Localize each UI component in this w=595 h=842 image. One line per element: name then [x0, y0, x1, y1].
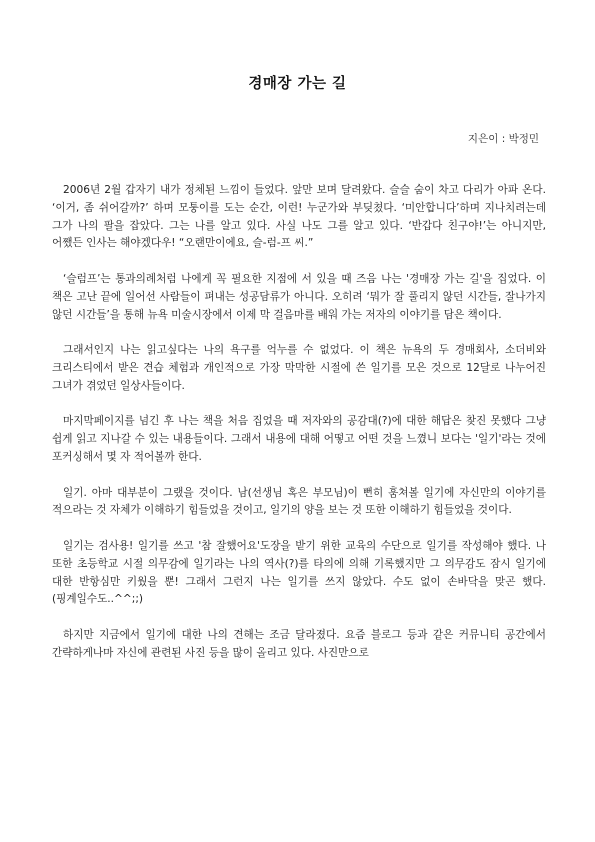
paragraph: 그래서인지 나는 읽고싶다는 나의 욕구를 억누를 수 없었다. 이 책은 뉴욕의 두 경매회사, 소더비와 크리스티에서 받은 견습 체험과 개인적으로 가장 막막한 시절에 쓴 일기를 모은 것으로 12달로 나누어진 그녀가 겪었던 일상사들이다. — [52, 344, 546, 392]
paragraph: 일기. 아마 대부분이 그랬을 것이다. 남(선생님 혹은 부모님)이 뻔히 훔쳐볼 일기에 자신만의 이야기를 적으라는 것 자체가 이해하기 힘들었을 것이고, 일기의 양을 보는 것 또한 이해하기 힘들었을 것이다. — [52, 486, 546, 517]
paragraph: 하지만 지금에서 일기에 대한 나의 견해는 조금 달라졌다. 요즘 블로그 등과 같은 커뮤니티 공간에서 간략하게나마 자신에 관련된 사진 등을 많이 올리고 있다. 사진만으로 — [52, 628, 546, 659]
paragraph: ‘슬럼프’는 통과의례처럼 나에게 꼭 필요한 지점에 서 있을 때 즈음 나는 '경매장 가는 길'을 집었다. 이 책은 고난 끝에 일어선 사람들이 펴내는 성공담류가 아니다. 오히려 ‘뭐가 잘 풀리지 않던 시간들, 잘나가지 않던 시간들’을 통해 뉴욕 미술시장에서 이제 막 걸음마를 배워 가는 저자의 이야기를 담은 책이다. — [52, 272, 546, 321]
paragraph: 마지막페이지를 넘긴 후 나는 책을 처음 집었을 때 저자와의 공감대(?)에 대한 해답은 찾진 못했다 그냥 쉽게 읽고 지나갈 수 있는 내용들이다. 그래서 내용에 대해 어떻고 어떤 것을 느꼈니 보다는 '일기'라는 것에 포커싱해서 몇 자 적어볼까 한다. — [52, 415, 546, 463]
document-title: 경매장 가는 길 — [248, 76, 347, 92]
paragraph: 2006년 2월 갑자기 내가 정체된 느낌이 들었다. 앞만 보며 달려왔다. 슬슬 숨이 차고 다리가 아파 온다. ‘이거, 좀 쉬어갈까?’ 하며 모퉁이를 도는 순간, 이런! 누군가와 부딪쳤다. ‘미안합니다’하며 지나치려는데 그가 나의 팔을 잡았다. 그는 나를 알고 있다. 사실 나도 그를 알고 있다. ‘반갑다 친구야!’는 아니지만, 어쨌든 인사는 해야겠다우! “오랜만이에요, 슬-럼-프 씨.” — [52, 184, 546, 250]
author-line: 지은이 : 박정민 — [467, 133, 539, 145]
paragraph: 일기는 검사용! 일기를 쓰고 '참 잘했어요'도장을 받기 위한 교육의 수단으로 일기를 작성해야 했다. 나 또한 초등학교 시절 의무감에 일기라는 나의 역사(?)를 타의에 의해 기록했지만 그 의무감도 잠시 일기에 대한 반항심만 키웠을 뿐! 그래서 그런지 나는 일기를 쓰지 않았다. 수도 없이 손바닥을 맞곤 했다.(핑계일수도..^^;;) — [52, 539, 546, 606]
document-body — [52, 182, 546, 663]
